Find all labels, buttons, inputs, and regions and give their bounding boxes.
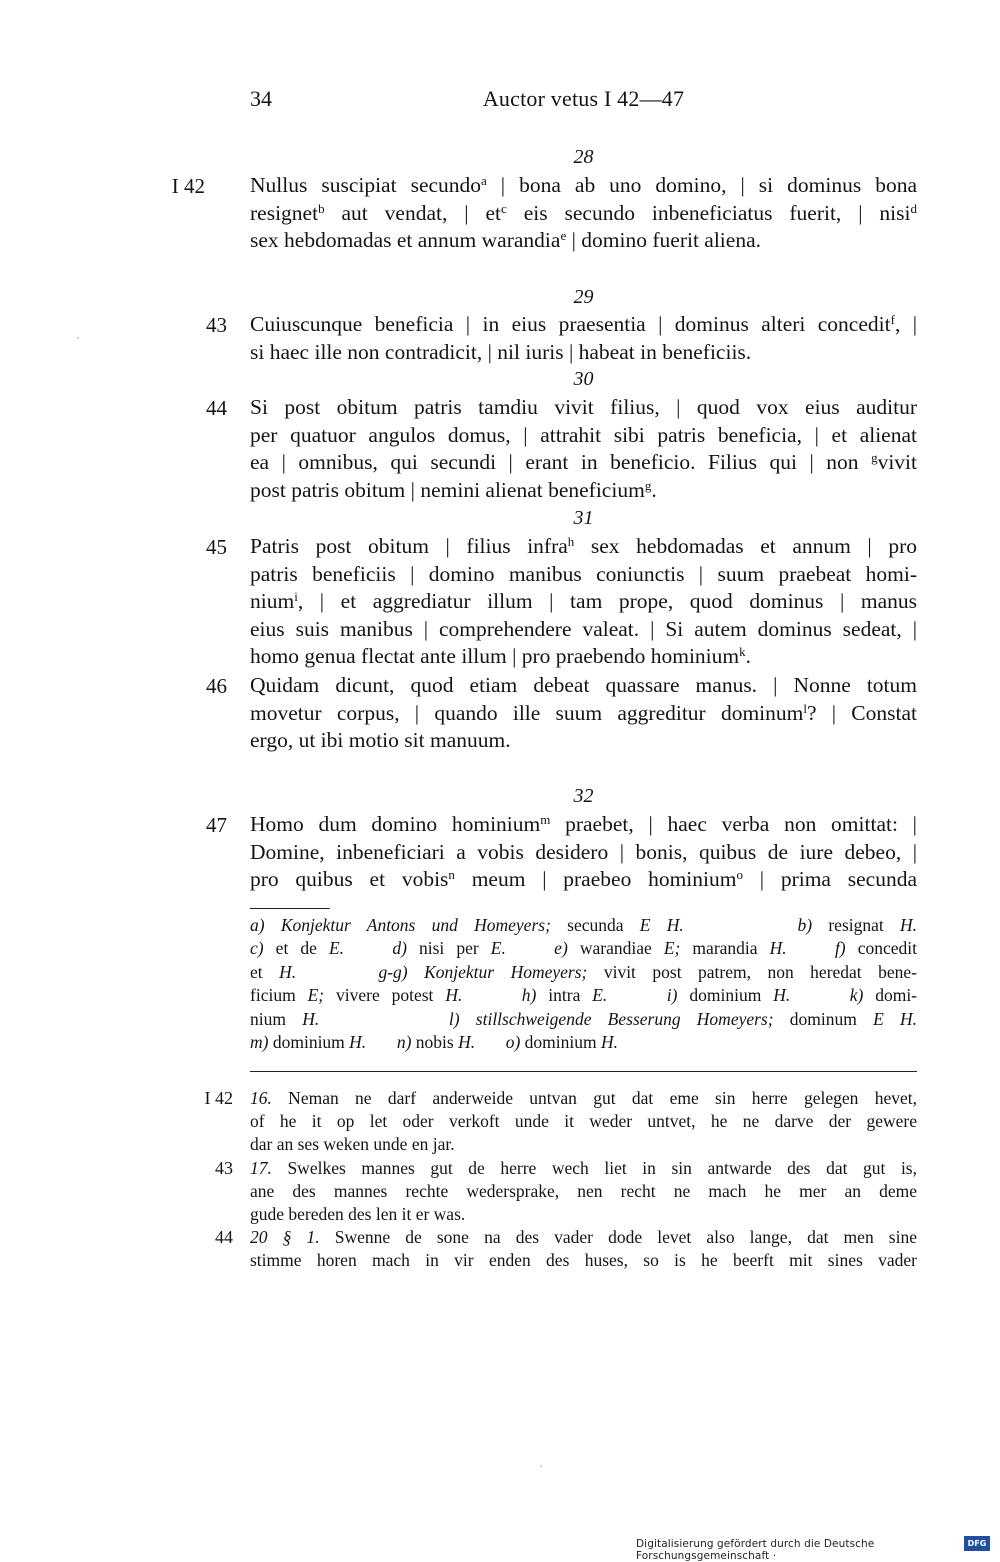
scan-speck — [540, 1465, 542, 1467]
article-text: Quidam dicunt, quod etiam debeat quassare manus. | Nonne totum movetur corpus, | quando ille suum aggreditur dominum$^l$? | Constat ergo, ut ibi motio sit manuum. — [250, 673, 918, 753]
article-number: 45 — [206, 535, 227, 559]
german-text: 17. Swelkes mannes gut de herre wech liet in sin antwarde des dat gut is, ane des mannes rechte wedersprake, nen recht ne mach he mer an deme gude bereden des len it er was. — [250, 1158, 917, 1225]
scan-speck — [77, 337, 79, 339]
digitization-credit: Digitalisierung gefördert durch die Deutsche Forschungsgemeinschaft · — [636, 1538, 875, 1562]
article-number: 44 — [206, 396, 227, 420]
german-article-number: 44 — [215, 1227, 233, 1247]
article-text: Si post obitum patris tamdiu vivit filius, | quod vox eius auditur per quatuor angulos domus, | attrahit sibi patris beneficia, | et alienat ea | omnibus, qui secundi | erant in beneficio. Filius qui | non $^g$vivit post patris obitum | nemini alienat beneficium$^g$. — [250, 395, 917, 502]
critical-apparatus: a) Konjektur Antons und Homeyers; secunda E H. b) resignat H. c) et de E. d) nisi per E. e) warandiae E; marandia H. f) concedit et H. g-g) Konjektur Homeyers; vivit post patrem, non heredat bene- ficium E; vivere potest H. h) intra E. i) dominium H. k) domi- nium H. l) stillschweigende Besserung Homeyers; dominum E H. m) dominium H. n) nobis H. o) dominium H. — [250, 915, 918, 1053]
dfg-logo: DFG — [964, 1536, 990, 1551]
german-article-number: I 42 — [204, 1088, 233, 1108]
section-number: 29 — [573, 286, 594, 308]
section-number: 32 — [573, 785, 594, 807]
section-number: 31 — [573, 507, 594, 529]
running-title: Auctor vetus I 42—47 — [482, 86, 685, 111]
page-number: 34 — [250, 86, 272, 111]
page-header — [250, 86, 917, 118]
german-text: 20 § 1. Swenne de sone na des vader dode levet also lange, dat men sine stimme horen mach in vir enden des huses, so is he beerft mit sines vader — [250, 1227, 917, 1271]
footnote-rule — [250, 908, 330, 909]
article-text: Nullus suscipiat secundo$^a$ | bona ab uno domino, | si dominus bona resignet$^b$ aut vendat, | $et^c$ eis secundo inbeneficiatus fuerit, | nisi$^d$ sex hebdomadas et annum warandia$^e$ | domino fuerit aliena. — [250, 173, 917, 253]
section-divider — [250, 1071, 917, 1072]
german-text: 16. Neman ne darf anderweide untvan gut dat eme sin herre gelegen hevet, of he it op let oder verkoft unde it weder untvet, he ne darve der gewere dar an ses weken unde en jar. — [250, 1088, 917, 1155]
article-number: 46 — [206, 674, 227, 698]
article-text: Cuiuscunque beneficia | in eius praesentia | dominus alteri concedit$^f$, | si haec ille non contradicit, | nil iuris | habeat in beneficiis. — [250, 312, 917, 364]
article-text: Patris post obitum | filius infra$^h$ sex hebdomadas et annum | pro patris beneficiis | domino manibus coniunctis | suum praebeat homi- nium$^i$, | et aggrediatur illum | tam prope, quod dominus | manus eius suis manibus | comprehendere valeat. | Si autem dominus sedeat, | homo genua flectat ante illum | pro praebendo hominium$^k$. — [250, 534, 917, 669]
article-text: Homo dum domino hominium$^m$ praebet, | haec verba non omittat: | Domine, inbeneficiari a vobis desidero | bonis, quibus de iure debeo, | pro quibus et vobis$^n$ meum | praebeo hominium$^o$ | prima secunda — [250, 812, 917, 892]
section-number: 28 — [573, 146, 594, 168]
section-number: 30 — [573, 368, 594, 390]
article-number: 47 — [206, 813, 227, 837]
german-article-number: 43 — [215, 1158, 233, 1178]
article-number: 43 — [206, 313, 227, 337]
article-number: I 42 — [171, 174, 205, 198]
